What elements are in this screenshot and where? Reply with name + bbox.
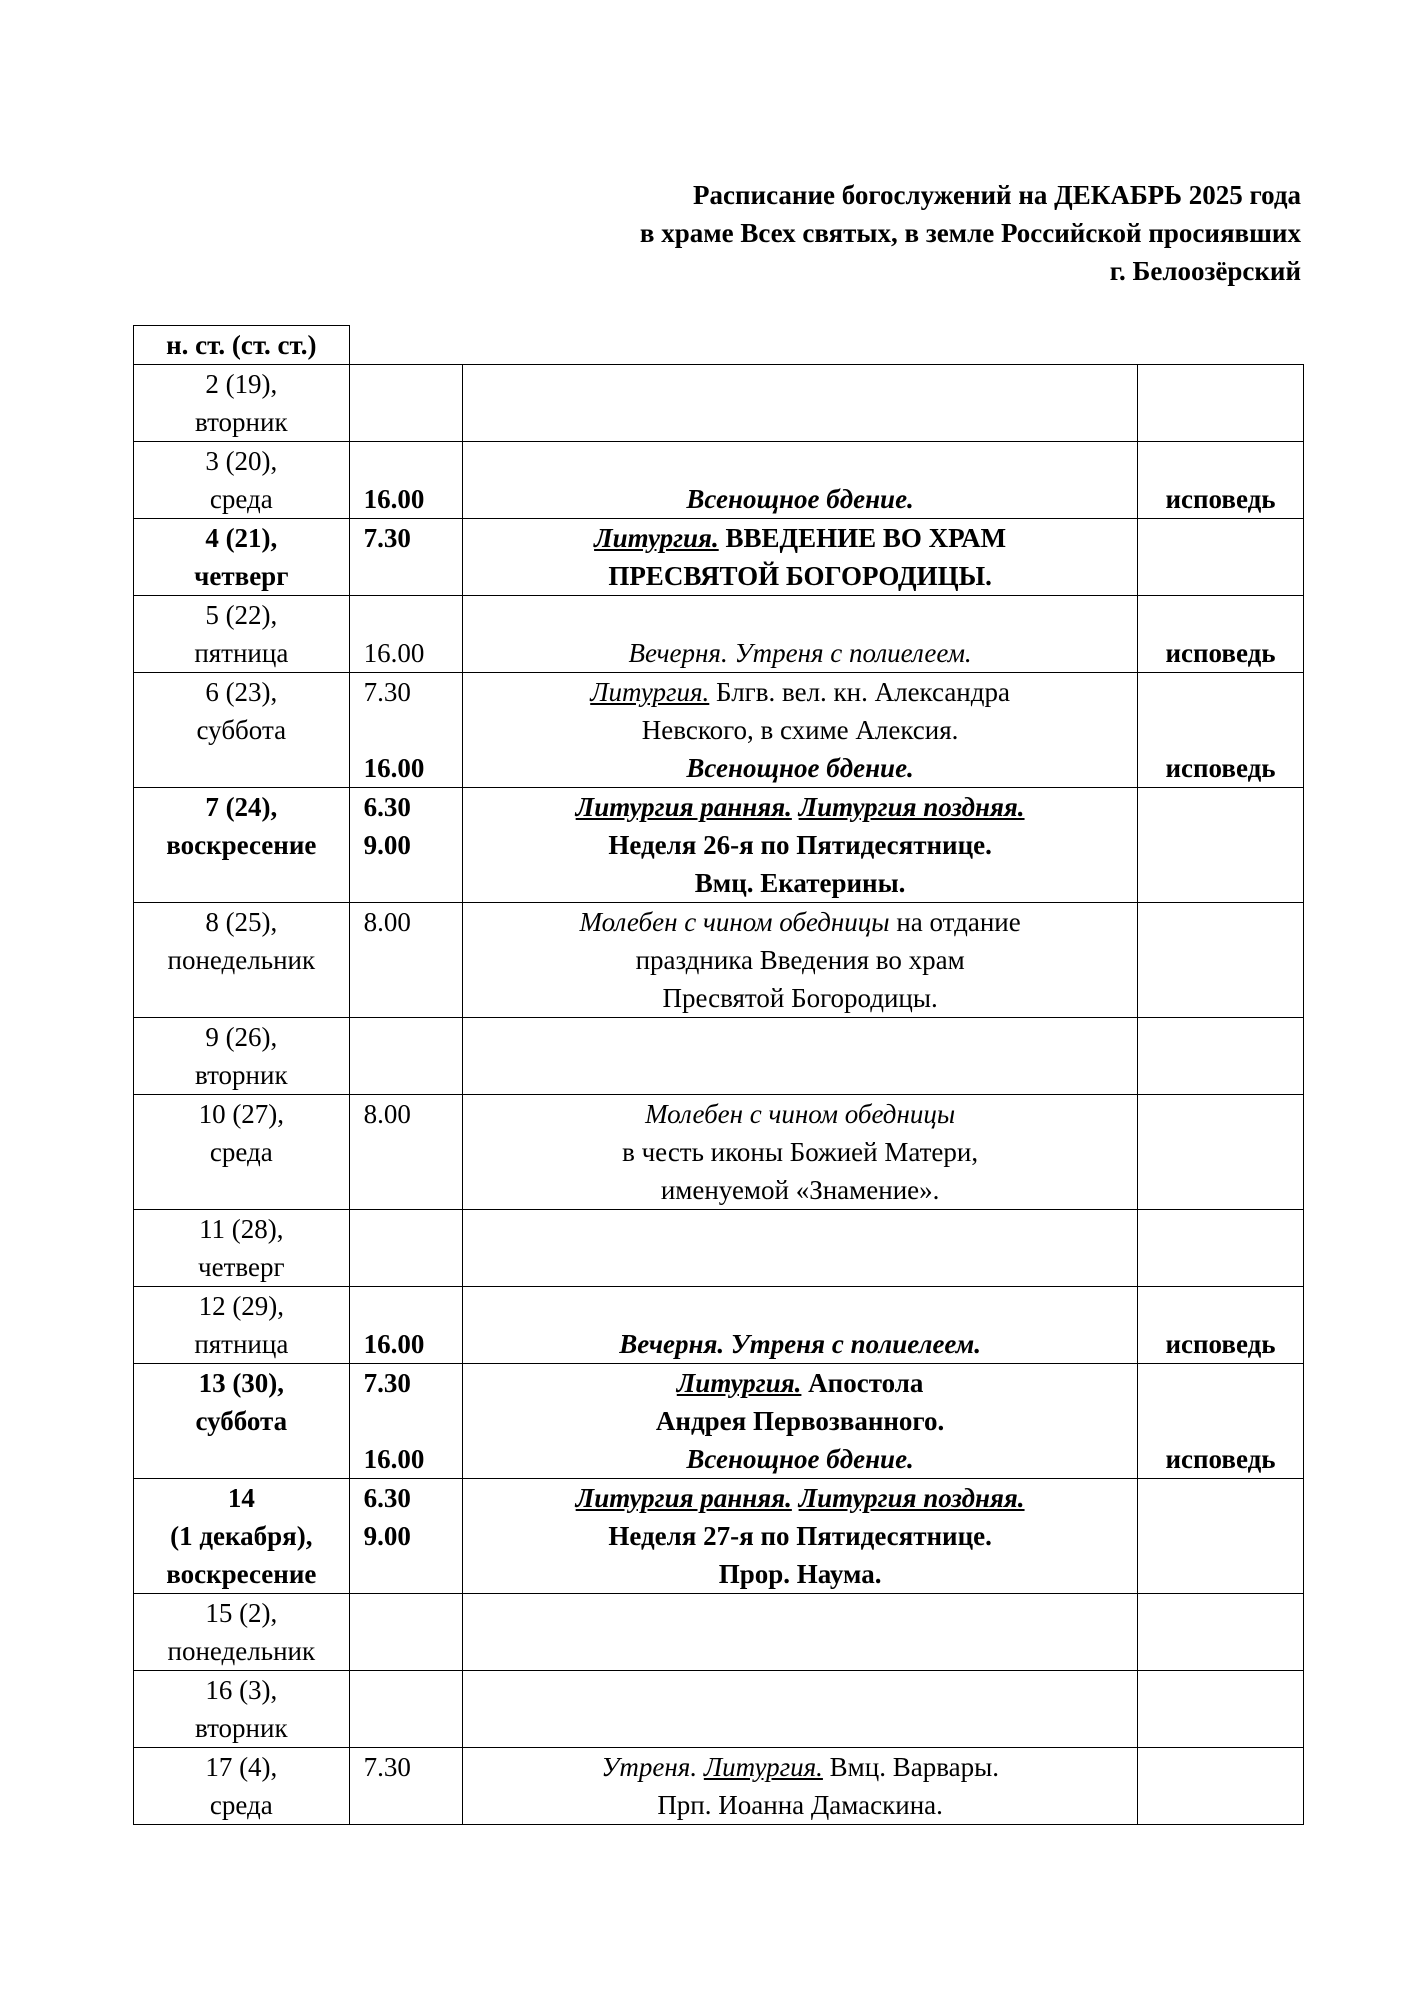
date-cell: 17 (4), среда [134,1748,350,1825]
service-cell [463,1594,1138,1671]
confession-cell [1137,903,1303,1018]
confession-cell: исповедь [1137,1287,1303,1364]
confession-cell: исповедь [1137,673,1303,788]
service-cell [463,1018,1138,1095]
service-cell: Литургия. Блгв. вел. кн. Александра Невского, в схиме Алексия. Всенощное бдение. [463,673,1138,788]
date-cell: 4 (21), четверг [134,519,350,596]
time-cell: 16.00 [349,442,463,519]
table-row [134,1594,1304,1671]
table-row [134,788,1304,903]
table-row [134,1364,1304,1479]
service-cell: Литургия ранняя. Литургия поздняя. Неделя 27-я по Пятидесятнице. Прор. Наума. [463,1479,1138,1594]
service-cell: Литургия ранняя. Литургия поздняя. Неделя 26-я по Пятидесятнице. Вмц. Екатерины. [463,788,1138,903]
service-cell: Молебен с чином обедницы на отдание праздника Введения во храм Пресвятой Богородицы. [463,903,1138,1018]
confession-cell [1137,788,1303,903]
time-cell [349,365,463,442]
confession-cell [1137,1479,1303,1594]
time-cell [349,1671,463,1748]
service-cell [463,365,1138,442]
schedule-table [133,325,1304,1825]
time-cell [349,1018,463,1095]
date-cell: 16 (3), вторник [134,1671,350,1748]
time-cell: 16.00 [349,1287,463,1364]
confession-cell [1137,1095,1303,1210]
date-cell: 6 (23), суббота [134,673,350,788]
table-row [134,1479,1304,1594]
column-header-date: н. ст. (ст. ст.) [134,326,350,365]
time-cell: 8.00 [349,1095,463,1210]
confession-cell [1137,519,1303,596]
time-cell: 7.30 [349,1748,463,1825]
title-line-1: Расписание богослужений на ДЕКАБРЬ 2025 года [692,180,1301,210]
time-cell: 7.30 16.00 [349,1364,463,1479]
date-cell: 11 (28), четверг [134,1210,350,1287]
table-row [134,442,1304,519]
service-cell [463,1210,1138,1287]
service-cell: Вечерня. Утреня с полиелеем. [463,596,1138,673]
confession-cell [1137,1748,1303,1825]
page-header [640,176,1301,290]
table-row [134,596,1304,673]
date-cell: 2 (19), вторник [134,365,350,442]
table-row [134,903,1304,1018]
date-cell: 9 (26), вторник [134,1018,350,1095]
title-line-3: г. Белоозёрский [1109,256,1301,286]
confession-cell [1137,365,1303,442]
table-header-row [134,326,1304,365]
confession-cell: исповедь [1137,1364,1303,1479]
confession-cell: исповедь [1137,596,1303,673]
table-row [134,1210,1304,1287]
confession-cell [1137,1210,1303,1287]
confession-cell [1137,1671,1303,1748]
date-cell: 12 (29), пятница [134,1287,350,1364]
time-cell [349,1210,463,1287]
service-cell: Всенощное бдение. [463,442,1138,519]
date-cell: 5 (22), пятница [134,596,350,673]
time-cell: 7.30 16.00 [349,673,463,788]
service-cell: Литургия. ВВЕДЕНИЕ ВО ХРАМ ПРЕСВЯТОЙ БОГОРОДИЦЫ. [463,519,1138,596]
date-cell: 7 (24), воскресение [134,788,350,903]
table-row [134,1018,1304,1095]
time-cell: 16.00 [349,596,463,673]
confession-cell [1137,1594,1303,1671]
table-row [134,365,1304,442]
time-cell [349,1594,463,1671]
table-row [134,519,1304,596]
table-row [134,1671,1304,1748]
time-cell: 6.30 9.00 [349,788,463,903]
date-cell: 15 (2), понедельник [134,1594,350,1671]
date-cell: 14 (1 декабря), воскресение [134,1479,350,1594]
date-cell: 3 (20), среда [134,442,350,519]
table-row [134,1095,1304,1210]
service-cell: Молебен с чином обедницы в честь иконы Божией Матери, именуемой «Знамение». [463,1095,1138,1210]
date-cell: 8 (25), понедельник [134,903,350,1018]
service-cell [463,1671,1138,1748]
table-row [134,1748,1304,1825]
table-row [134,673,1304,788]
service-cell: Утреня. Литургия. Вмц. Варвары. Прп. Иоанна Дамаскина. [463,1748,1138,1825]
time-cell: 7.30 [349,519,463,596]
service-cell: Литургия. Апостола Андрея Первозванного. Всенощное бдение. [463,1364,1138,1479]
time-cell: 6.30 9.00 [349,1479,463,1594]
date-cell: 10 (27), среда [134,1095,350,1210]
confession-cell [1137,1018,1303,1095]
table-row [134,1287,1304,1364]
service-cell: Вечерня. Утреня с полиелеем. [463,1287,1138,1364]
date-cell: 13 (30), суббота [134,1364,350,1479]
time-cell: 8.00 [349,903,463,1018]
title-line-2: в храме Всех святых, в земле Российской просиявших [639,218,1301,248]
confession-cell: исповедь [1137,442,1303,519]
